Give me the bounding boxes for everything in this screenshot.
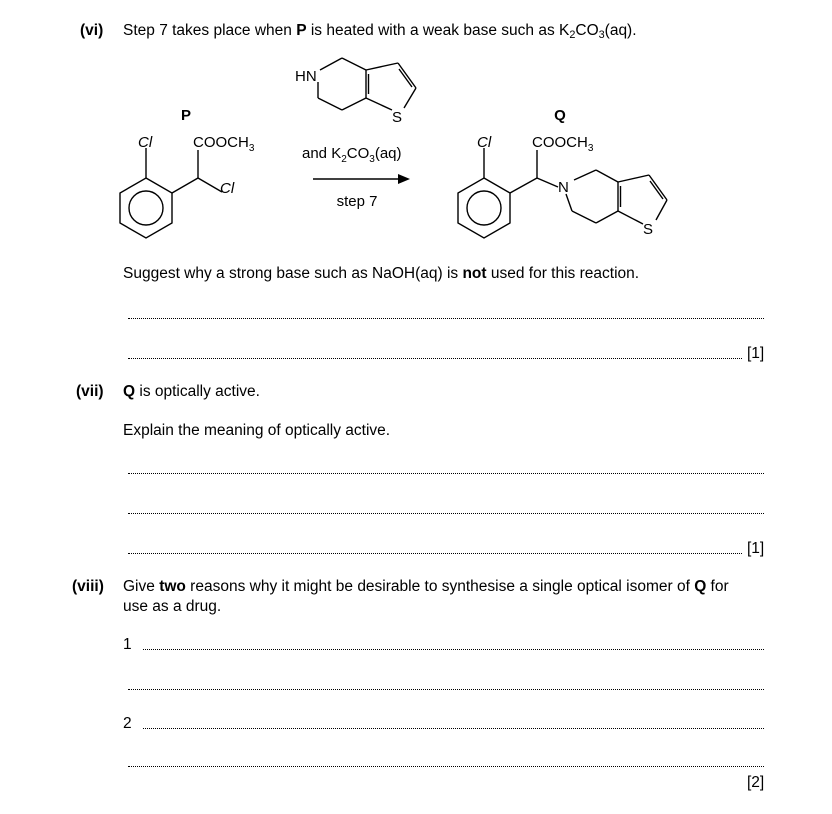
bond-fuse-ch2-q (596, 211, 618, 223)
bond-thio-3-q (656, 200, 667, 220)
cooch3-label-q: $COOCH_3$ (532, 134, 594, 154)
question-vii-stem (123, 383, 260, 401)
question-viii-line1 (123, 578, 729, 596)
bond-thio-3 (404, 88, 416, 108)
s-label: S (392, 109, 403, 126)
stem-bold-q: Q (694, 578, 707, 595)
bond-hn-ch2 (320, 58, 342, 70)
benzene-ring-q (458, 178, 510, 238)
bond-thio-1-q (618, 175, 649, 182)
n-label-q: N (558, 179, 569, 196)
bond-ch-cl-p (198, 178, 222, 192)
benzene-circle-q (467, 191, 501, 225)
bond-thio-4 (366, 98, 392, 110)
cl-label-p-ring: Cl (138, 134, 153, 151)
bond-ch2-fuse (342, 58, 366, 70)
step-label: step 7 (336, 193, 378, 210)
stem-end: is optically active. (135, 383, 260, 400)
cl-label-q: Cl (477, 134, 492, 151)
question-vi-prompt (123, 265, 639, 283)
answer-line[interactable] (128, 766, 764, 767)
bond-thio-2-double-q (650, 181, 663, 199)
answer-line[interactable] (128, 318, 764, 319)
bond-ring-ch-q (510, 178, 537, 193)
cl-label-p-chain: Cl (220, 180, 235, 197)
prompt-end: used for this reaction. (486, 265, 640, 282)
label-p: P (180, 107, 192, 124)
reason-number-2: 2 (123, 715, 132, 732)
reason-number-1: 1 (123, 636, 132, 653)
reaction-arrow-head (398, 174, 410, 184)
hn-label: HN (295, 68, 317, 85)
stem-subscript-2: 3 (598, 29, 605, 41)
answer-line[interactable] (128, 358, 742, 359)
benzene-ring-p (120, 178, 172, 238)
answer-line[interactable] (128, 473, 764, 474)
bond-thio-4-q (618, 211, 643, 224)
stem-co: CO (575, 22, 599, 39)
answer-line[interactable] (128, 513, 764, 514)
question-number-vii: (vii) (76, 383, 104, 400)
bond-ch2-ch2-q (572, 211, 596, 223)
answer-line[interactable] (128, 553, 742, 554)
marks-viii: [2] (747, 774, 765, 791)
bond-thio-2-q (649, 175, 667, 200)
bond-fuse-ch2 (342, 98, 366, 110)
bond-ch2-ch2 (318, 98, 342, 110)
bond-thio-2-double (399, 69, 412, 87)
prompt-text: Suggest why a strong base such as NaOH(aq) is (123, 265, 463, 282)
stem-mid: reasons why it might be desirable to synthesise a single optical isomer of (185, 578, 695, 595)
stem-bold: two (159, 578, 186, 595)
stem-end: (aq). (604, 22, 637, 39)
question-number-viii: (viii) (72, 578, 104, 595)
s-label-q: S (643, 221, 654, 238)
question-number-vi: (vi) (80, 22, 104, 39)
stem-end: for (706, 578, 729, 595)
cooch3-label-p: $COOCH_3$ (193, 134, 255, 154)
answer-line[interactable] (143, 728, 764, 729)
answer-line[interactable] (143, 649, 764, 650)
stem-bold: Q (123, 383, 136, 400)
bond-thio-2 (398, 63, 416, 88)
question-vii-prompt: Explain the meaning of optically active. (123, 422, 391, 439)
bond-thio-1 (366, 63, 398, 70)
marks-vii: [1] (747, 540, 765, 557)
stem-text: Give (123, 578, 160, 595)
marks-vi: [1] (747, 345, 765, 362)
answer-line[interactable] (128, 689, 764, 690)
bond-ch2-fuse-q (596, 170, 618, 182)
question-viii-line2: use as a drug. (123, 598, 222, 615)
bond-ch2-n-q (566, 194, 572, 211)
benzene-circle-p (129, 191, 163, 225)
stem-text-mid: is heated with a weak base such as K (306, 22, 570, 39)
bond-n-ch2-q (574, 170, 596, 180)
stem-bold: P (296, 22, 307, 39)
stem-subscript: 2 (569, 29, 576, 41)
reagent-label: and $K_2CO_3(aq)$ (302, 145, 402, 165)
bond-ch-n-q (537, 178, 558, 187)
bond-ring-ch-p (172, 178, 198, 193)
prompt-bold: not (462, 265, 487, 282)
label-q: Q (554, 107, 566, 124)
reaction-scheme (0, 0, 832, 250)
stem-text: Step 7 takes place when (123, 22, 297, 39)
